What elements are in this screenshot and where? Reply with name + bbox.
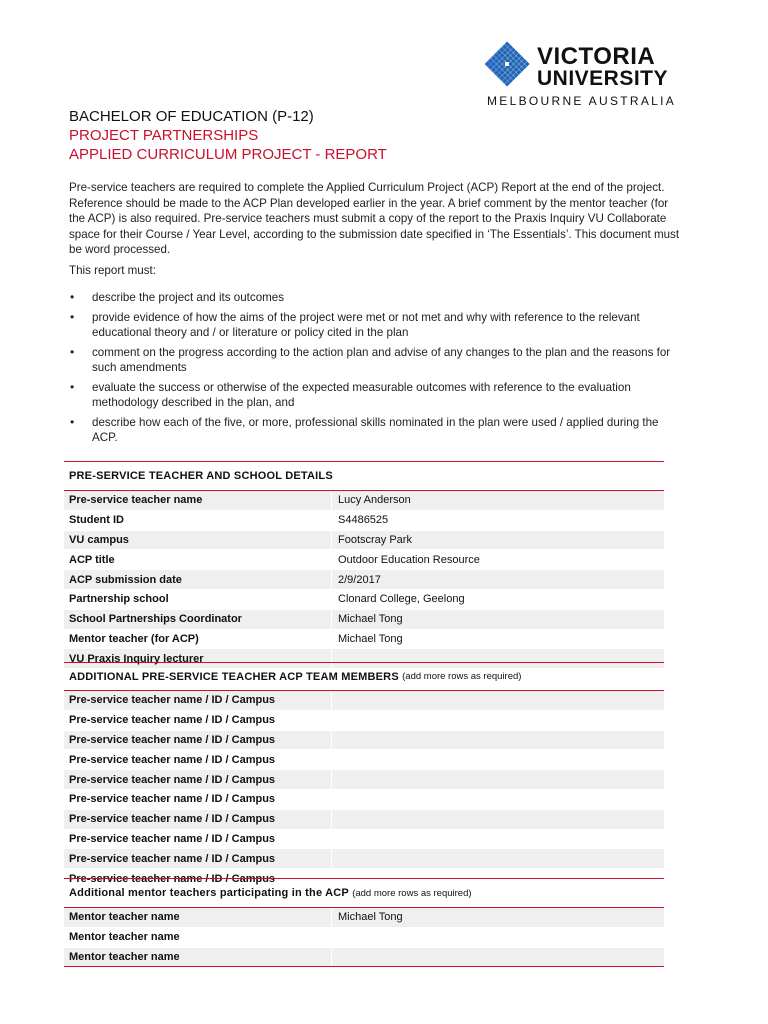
table-row [64, 550, 664, 570]
row-value[interactable]: Lucy Anderson [332, 491, 664, 510]
row-value[interactable] [332, 849, 664, 868]
intro-paragraph: Pre-service teachers are required to complete the Applied Curriculum Project (ACP) Report at the end of the project. Reference should be made to the ACP Plan developed earlier in the year. A brief comment by the mentor teacher (for the ACP) is also required. Pre-service teachers must submit a copy of the report to the Praxis Inquiry VU Collaborate space for their Course / Year Level, according to the submission date specified in ‘The Essentials’. This document must be word processed. [69, 181, 680, 256]
row-value[interactable] [332, 711, 664, 730]
team-heading-note: (add more rows as required) [402, 671, 522, 682]
requirements-list [69, 290, 679, 450]
table-row [64, 810, 664, 830]
row-label: Pre-service teacher name / ID / Campus [64, 830, 332, 849]
table-row [64, 790, 664, 810]
details-table [64, 461, 664, 669]
list-item: • evaluate the success or otherwise of the expected measurable outcomes with reference to the evaluation methodology described in the plan, and [69, 380, 679, 411]
row-label: Pre-service teacher name / ID / Campus [64, 790, 332, 809]
table-row [64, 849, 664, 869]
document-subtitle-1: PROJECT PARTNERSHIPS [69, 127, 259, 144]
table-row [64, 491, 664, 511]
row-label: Pre-service teacher name / ID / Campus [64, 770, 332, 789]
table-row [64, 711, 664, 731]
row-value[interactable]: Michael Tong [338, 632, 403, 645]
table-row [64, 750, 664, 770]
row-label: VU campus [64, 531, 332, 550]
row-value[interactable]: S4486525 [338, 514, 389, 527]
table-row [64, 830, 664, 850]
university-logo [485, 42, 685, 112]
list-item: • describe how each of the five, or more, professional skills nominated in the plan were used / applied during the ACP. [69, 415, 679, 446]
row-label: Student ID [64, 511, 332, 530]
table-row [64, 731, 664, 751]
row-label: ACP submission date [64, 570, 332, 589]
row-value[interactable]: Clonard College, Geelong [338, 593, 465, 606]
table-row [64, 908, 664, 928]
table-row [64, 590, 664, 610]
logo-dot [505, 62, 509, 66]
mentor-teachers-table [64, 878, 664, 967]
logo-text-line3: MELBOURNE AUSTRALIA [487, 94, 677, 108]
mentors-heading [64, 878, 664, 908]
row-value[interactable]: 2/9/2017 [332, 570, 664, 589]
row-value[interactable] [332, 810, 664, 829]
row-label: Pre-service teacher name [64, 491, 332, 510]
report-must-label: This report must: [69, 264, 156, 277]
row-value[interactable]: Michael Tong [332, 908, 664, 927]
row-value[interactable] [332, 750, 664, 769]
team-heading [64, 662, 664, 691]
mentors-heading-note: (add more rows as required) [352, 887, 472, 899]
row-value[interactable]: Outdoor Education Resource [338, 553, 480, 566]
team-members-table [64, 662, 664, 889]
table-row [64, 630, 664, 650]
row-value[interactable] [332, 948, 664, 967]
row-value[interactable] [332, 790, 664, 809]
table-row [64, 511, 664, 531]
row-label: School Partnerships Coordinator [64, 610, 332, 629]
table-row [64, 610, 664, 630]
logo-text-line1: VICTORIA [537, 43, 656, 70]
logo-text-line2: UNIVERSITY [537, 67, 669, 90]
document-title: BACHELOR OF EDUCATION (P-12) [69, 108, 314, 125]
list-item: • comment on the progress according to the action plan and advise of any changes to the plan and the reasons for such amendments [69, 345, 679, 376]
document-subtitle-2: APPLIED CURRICULUM PROJECT - REPORT [69, 146, 387, 163]
document-header [69, 107, 387, 164]
list-item: • describe the project and its outcomes [69, 290, 679, 306]
row-label: Pre-service teacher name / ID / Campus [64, 711, 332, 730]
table-row [64, 691, 664, 711]
details-heading-text: PRE-SERVICE TEACHER AND SCHOOL DETAILS [69, 470, 333, 482]
team-heading-text: ADDITIONAL PRE-SERVICE TEACHER ACP TEAM MEMBERS [69, 670, 399, 683]
table-row [64, 948, 664, 968]
row-label: Mentor teacher name [64, 928, 332, 947]
row-label: VU Praxis Inquiry lecturer [64, 649, 332, 668]
details-heading [64, 461, 664, 491]
row-label: Partnership school [64, 590, 332, 609]
table-row [64, 531, 664, 551]
row-label: Pre-service teacher name / ID / Campus [64, 869, 332, 888]
row-label: ACP title [64, 550, 332, 569]
row-value[interactable] [332, 928, 664, 947]
mentors-heading-text: Additional mentor teachers participating in the ACP [69, 887, 349, 899]
row-label: Pre-service teacher name / ID / Campus [64, 731, 332, 750]
row-value[interactable]: Footscray Park [332, 531, 664, 550]
row-value[interactable] [332, 830, 664, 849]
row-value[interactable]: Michael Tong [332, 610, 664, 629]
row-value[interactable] [332, 731, 664, 750]
row-label: Pre-service teacher name / ID / Campus [64, 691, 332, 710]
row-label: Mentor teacher (for ACP) [64, 630, 332, 649]
table-row [64, 570, 664, 590]
table-row [64, 928, 664, 948]
row-label: Mentor teacher name [64, 948, 332, 967]
row-label: Pre-service teacher name / ID / Campus [64, 750, 332, 769]
row-label: Pre-service teacher name / ID / Campus [64, 810, 332, 829]
row-label: Mentor teacher name [64, 908, 332, 927]
list-item: • provide evidence of how the aims of the project were met or not met and why with reference to the relevant educational theory and / or literature or policy cited in the plan [69, 310, 679, 341]
row-value[interactable] [332, 691, 664, 710]
table-row [64, 770, 664, 790]
row-value[interactable] [332, 770, 664, 789]
row-label: Pre-service teacher name / ID / Campus [64, 849, 332, 868]
